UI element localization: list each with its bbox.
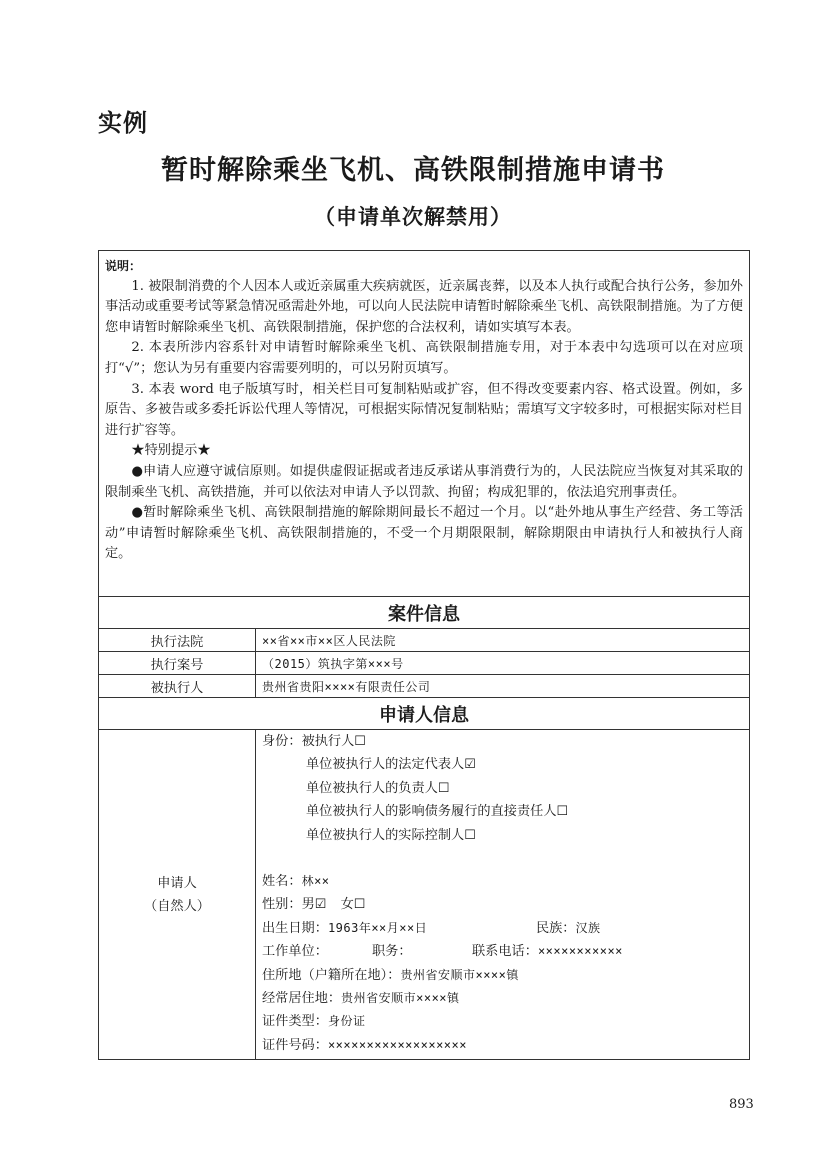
instruction-item: 1. 被限制消费的个人因本人或近亲属重大疾病就医，近亲属丧葬，以及本人执行或配合执行公务，参加外事活动或重要考试等紧急情况亟需赴外地，可以向人民法院申请暂时解除乘坐飞机、高铁限制措施。为了方便您申请暂时解除乘坐飞机、高铁限制措施，保护您的合法权利，请如实填写本表。 [105, 278, 743, 335]
applicant-detail-cell [256, 730, 750, 1060]
instruction-item: 3. 本表 word 电子版填写时，相关栏目可复制粘贴或扩容，但不得改变要素内容、格式设置。例如，多原告、多被告或多委托诉讼代理人等情况，可根据实际情况复制粘贴；需填写文字较多时，可根据实际对栏目进行扩容等。 [105, 381, 743, 438]
court-value: ××省××市××区人民法院 [256, 629, 750, 652]
case-number-value: （2015）筑执字第×××号 [256, 652, 750, 675]
identity-option-controller[interactable]: 单位被执行人的实际控制人☐ [306, 827, 477, 843]
special-notice-item: ●申请人应遵守诚信原则。如提供虚假证据或者违反承诺从事消费行为的，人民法院应当恢复对其采取的限制乘坐飞机、高铁措施，并可以依法对申请人予以罚款、拘留；构成犯罪的，依法追究刑事责任。 [105, 463, 743, 500]
birth-value: 1963年××月××日 [327, 920, 428, 935]
applicant-info-heading-row [99, 698, 750, 730]
id-type-value: 身份证 [327, 1014, 366, 1029]
ethnicity-label: 民族： [535, 920, 576, 936]
habitual-residence-value: 贵州省安顺市××××镇 [341, 991, 460, 1006]
instructions-label: 说明： [105, 259, 142, 273]
instruction-item: 2. 本表所涉内容系针对申请暂时解除乘坐飞机、高铁限制措施专用，对于本表中勾选项可以在对应项打“√”；您认为另有重要内容需要列明的，可以另附页填写。 [105, 340, 743, 376]
identity-label: 身份： [262, 734, 302, 749]
applicant-row [99, 730, 750, 1060]
identity-line [262, 730, 749, 753]
case-info-heading-row [99, 597, 750, 629]
case-number-label: 执行案号 [99, 652, 256, 675]
court-label: 执行法院 [99, 629, 256, 652]
residence-line [262, 964, 749, 987]
name-line [262, 870, 749, 893]
gender-label: 性别： [262, 897, 302, 913]
example-label: 实例 [98, 108, 148, 137]
instructions-cell [99, 251, 750, 597]
phone-value: ××××××××××× [537, 944, 623, 959]
application-form [98, 250, 750, 1060]
position-label: 职务： [372, 944, 412, 960]
birth-line [262, 917, 749, 940]
identity-option-legal-rep[interactable]: 单位被执行人的法定代表人☑ [306, 757, 477, 773]
gender-line [262, 893, 749, 916]
id-number-line [262, 1034, 749, 1057]
identity-option-responsible-person[interactable]: 单位被执行人的影响债务履行的直接责任人☐ [306, 804, 569, 820]
identity-option-respondent[interactable]: 被执行人☐ [301, 734, 367, 749]
instructions-row [99, 251, 750, 597]
special-notice-item: ●暂时解除乘坐飞机、高铁限制措施的解除期间最长不超过一个月。以“赴外地从事生产经营、务工等活动”申请暂时解除乘坐飞机、高铁限制措施的，不受一个月期限限制，解除期限由申请执行人和被执行人商定。 [105, 505, 743, 562]
id-number-value: ×××××××××××××××××× [327, 1037, 467, 1052]
gender-female-option[interactable]: 女☐ [340, 897, 366, 913]
birth-label: 出生日期： [262, 920, 328, 936]
respondent-label: 被执行人 [99, 675, 256, 698]
respondent-value: 贵州省贵阳××××有限责任公司 [256, 675, 750, 698]
habitual-residence-line [262, 987, 749, 1010]
page-number: 893 [729, 1097, 754, 1112]
table-row [99, 675, 750, 698]
spacer [262, 847, 749, 870]
applicant-info-heading: 申请人信息 [99, 698, 750, 730]
identity-option-principal[interactable]: 单位被执行人的负责人☐ [306, 780, 450, 796]
table-row [99, 629, 750, 652]
work-line [262, 940, 749, 963]
id-type-line [262, 1010, 749, 1033]
gender-male-option[interactable]: 男☑ [301, 897, 327, 913]
residence-label: 住所地（户籍所在地）： [262, 967, 401, 983]
case-info-heading: 案件信息 [99, 597, 750, 629]
name-value: 林×× [301, 874, 330, 889]
id-number-label: 证件号码： [262, 1037, 328, 1053]
page-title: 暂时解除乘坐飞机、高铁限制措施申请书 [161, 155, 665, 186]
special-notice-heading: ★特别提示★ [131, 443, 211, 459]
residence-value: 贵州省安顺市××××镇 [400, 967, 519, 982]
applicant-sublabel: （自然人） [144, 898, 210, 914]
applicant-label: 申请人 [157, 875, 197, 891]
work-unit-label: 工作单位： [262, 944, 328, 960]
applicant-type-label [99, 730, 256, 1060]
ethnicity-value: 汉族 [575, 920, 601, 935]
id-type-label: 证件类型： [262, 1014, 328, 1030]
table-row [99, 652, 750, 675]
name-label: 姓名： [262, 874, 302, 890]
habitual-residence-label: 经常居住地： [262, 991, 342, 1007]
phone-label: 联系电话： [472, 944, 538, 960]
page-subtitle: （申请单次解禁用） [314, 204, 512, 229]
